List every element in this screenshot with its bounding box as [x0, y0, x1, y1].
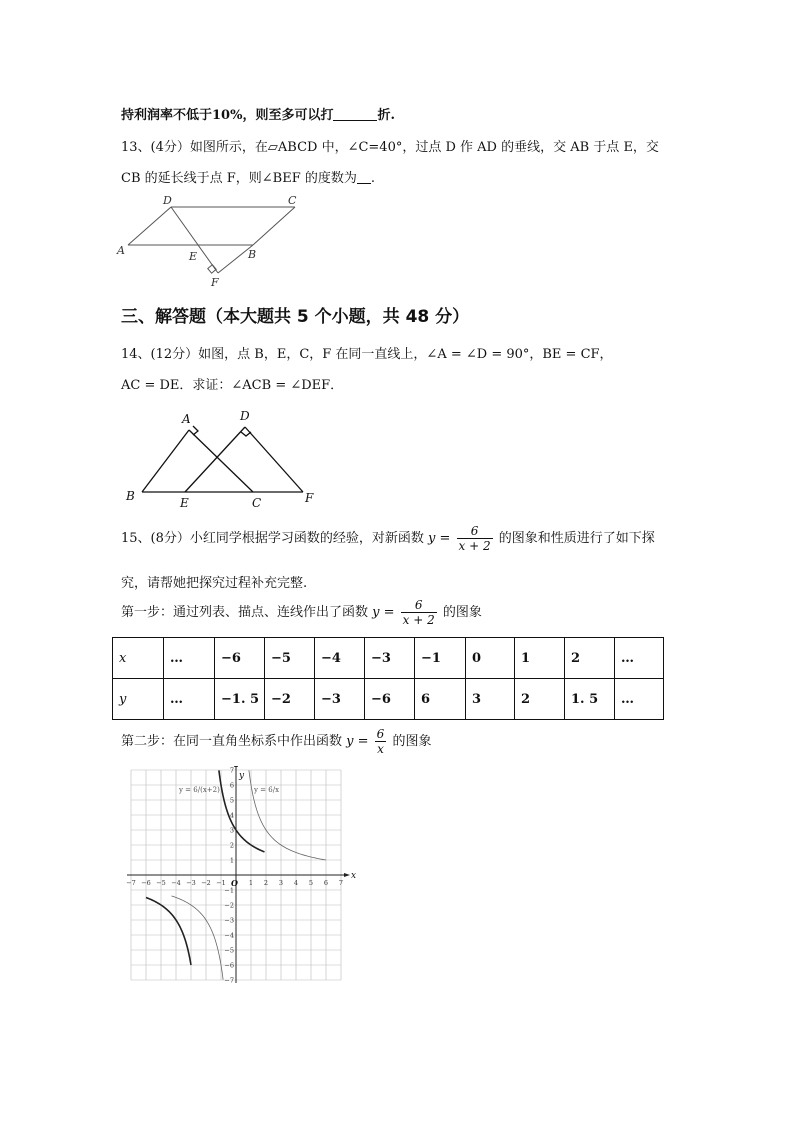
table-cell: …: [164, 679, 215, 720]
x-tick-label: −5: [156, 879, 166, 887]
y-axis-arrow: [234, 766, 238, 767]
graph-axes: [127, 766, 350, 983]
q15-frac1-num: 6: [470, 524, 479, 538]
x-axis-arrow: [344, 873, 350, 877]
q15-fraction-6-over-x-plus-2: [457, 524, 493, 553]
q15-line-1-text: 15、(8分）小红同学根据学习函数的经验，对新函数: [121, 531, 424, 546]
table-cell: 0: [466, 638, 515, 679]
table-cell: −6: [215, 638, 265, 679]
y-tick-label: −6: [224, 961, 234, 970]
x-tick-label: 1: [248, 879, 254, 887]
curve-f1-right-branch: [219, 770, 265, 852]
x-tick-label: −2: [201, 879, 211, 887]
q13-segment-df: [171, 207, 218, 273]
x-tick-label: 4: [293, 879, 299, 887]
y-tick-label: −7: [224, 976, 234, 985]
graph-label-f2: y = 6/x: [254, 786, 280, 794]
q14-label-f: F: [305, 491, 314, 505]
x-tick-label: 3: [278, 879, 284, 887]
table-cell: 2: [515, 679, 565, 720]
table-cell: …: [615, 638, 664, 679]
x-tick-label: −4: [171, 879, 181, 887]
table-cell: 1: [515, 638, 565, 679]
x-tick-label: −6: [141, 879, 151, 887]
q15-line-1: [121, 524, 655, 553]
q15-step-2-text: 第二步：在同一直角坐标系中作出函数: [121, 734, 343, 749]
q13-line-2-end: .: [370, 171, 376, 186]
y-tick-label: 1: [229, 856, 234, 865]
q12-text-after: 折.: [377, 108, 395, 123]
table-cell: …: [615, 679, 664, 720]
q14-label-c: C: [252, 496, 262, 510]
q13-label-b: B: [248, 248, 257, 261]
q14-line-2: AC = DE．求证：∠ACB = ∠DEF．: [121, 378, 344, 393]
y-tick-label: −2: [224, 901, 234, 910]
q15-step2-frac-num: 6: [376, 727, 385, 741]
table-cell: −1: [415, 638, 466, 679]
y-tick-label: −1: [224, 886, 234, 895]
q14-label-a: A: [182, 412, 191, 426]
x-tick-label: 2: [263, 879, 269, 887]
q13-answer-blank: [357, 170, 371, 184]
graph-label-f1: y = 6/(x+2): [179, 786, 220, 794]
table-cell: …: [164, 638, 215, 679]
curve-f2-left-branch: [172, 896, 224, 980]
q15-step1-fraction: [401, 598, 437, 627]
q15-step-2: [121, 727, 431, 756]
q13-segment-ad: [128, 207, 171, 245]
q15-line-2: 究，请帮她把探究过程补充完整.: [121, 576, 308, 591]
q13-segment-cb: [253, 207, 295, 245]
graph-x-axis-label: x: [351, 871, 357, 881]
q15-step-1-text: 第一步：通过列表、描点、连线作出了函数: [121, 605, 369, 620]
x-tick-label: −3: [186, 879, 196, 887]
q15-func-lhs-3: y =: [346, 734, 369, 749]
q15-line-1-end: 的图象和性质进行了如下探: [498, 531, 655, 546]
q13-line-1: 13、(4分）如图所示，在▱ABCD 中，∠C=40°，过点 D 作 AD 的垂线，交 AB 于点 E，交: [121, 140, 659, 155]
q14-segment-df: [245, 427, 303, 492]
table-cell: −6: [365, 679, 415, 720]
y-tick-label: 2: [229, 841, 234, 850]
table-row-x: [113, 638, 664, 679]
table-cell: −4: [315, 638, 365, 679]
y-tick-label: 5: [229, 796, 234, 805]
q15-step-1-end: 的图象: [442, 605, 482, 620]
table-cell: −5: [265, 638, 315, 679]
q13-label-f: F: [211, 276, 219, 289]
q15-func-lhs-2: y =: [372, 605, 395, 620]
q15-step2-frac-den: x: [377, 742, 384, 756]
y-tick-label: −4: [224, 931, 234, 940]
q12-tail-line: [121, 104, 395, 123]
table-cell: −2: [265, 679, 315, 720]
q15-values-table: [112, 637, 664, 720]
q13-label-c: C: [288, 194, 297, 207]
table-cell: y: [113, 679, 164, 720]
curve-f1-left-branch: [146, 898, 191, 966]
y-tick-label: −5: [224, 946, 234, 955]
y-tick-label: −3: [224, 916, 234, 925]
function-graph: [120, 766, 365, 986]
table-cell: −3: [365, 638, 415, 679]
q14-line-1: 14、(12分）如图，点 B，E，C，F 在同一直线上，∠A = ∠D = 90°，BE = CF，: [121, 347, 613, 362]
y-tick-label: 3: [229, 826, 234, 835]
y-tick-label: 6: [229, 781, 234, 790]
table-cell: 3: [466, 679, 515, 720]
q15-step1-frac-num: 6: [414, 598, 423, 612]
q14-label-e: E: [180, 496, 189, 510]
graph-y-axis-label: y: [239, 771, 245, 781]
q12-text-before: 持利润率不低于10%，则至多可以打: [121, 108, 334, 123]
q14-right-angle-a: [193, 426, 198, 435]
q14-segment-ed: [185, 427, 245, 492]
q14-segment-ba: [142, 430, 189, 492]
table-cell: 6: [415, 679, 466, 720]
q14-right-angle-d: [241, 432, 251, 436]
table-cell: x: [113, 638, 164, 679]
q12-answer-blank: [333, 107, 377, 121]
x-tick-label: −1: [216, 879, 226, 887]
x-tick-label: −7: [126, 879, 136, 887]
table-cell: 2: [565, 638, 615, 679]
q15-step-1: [121, 598, 482, 627]
q13-label-e: E: [189, 250, 198, 263]
table-row-y: [113, 679, 664, 720]
table-cell: −1. 5: [215, 679, 265, 720]
x-tick-label: 7: [338, 879, 344, 887]
q15-step-2-end: 的图象: [392, 734, 432, 749]
q14-label-b: B: [126, 489, 135, 503]
q13-line-2: [121, 167, 375, 186]
q13-line-2-text: CB 的延长线于点 F，则∠BEF 的度数为: [121, 171, 357, 186]
y-tick-label: 4: [229, 811, 234, 820]
y-tick-label: 7: [229, 766, 234, 775]
table-cell: −3: [315, 679, 365, 720]
q15-step2-fraction: [375, 727, 387, 756]
q15-step1-frac-den: x + 2: [402, 613, 435, 627]
q15-frac1-den: x + 2: [458, 539, 491, 553]
q13-label-a: A: [117, 244, 125, 257]
q14-label-d: D: [240, 409, 250, 423]
table-cell: 1. 5: [565, 679, 615, 720]
q15-func-lhs-1: y =: [428, 531, 451, 546]
x-tick-label: 6: [323, 879, 329, 887]
q13-label-d: D: [163, 194, 172, 207]
q14-segment-ac: [189, 430, 253, 492]
graph-origin-label: O: [231, 878, 238, 888]
section-3-title: 三、解答题（本大题共 5 个小题，共 48 分）: [121, 307, 470, 327]
q14-triangles-figure: [120, 405, 330, 510]
q13-parallelogram-figure: [115, 190, 315, 290]
x-tick-label: 5: [308, 879, 314, 887]
